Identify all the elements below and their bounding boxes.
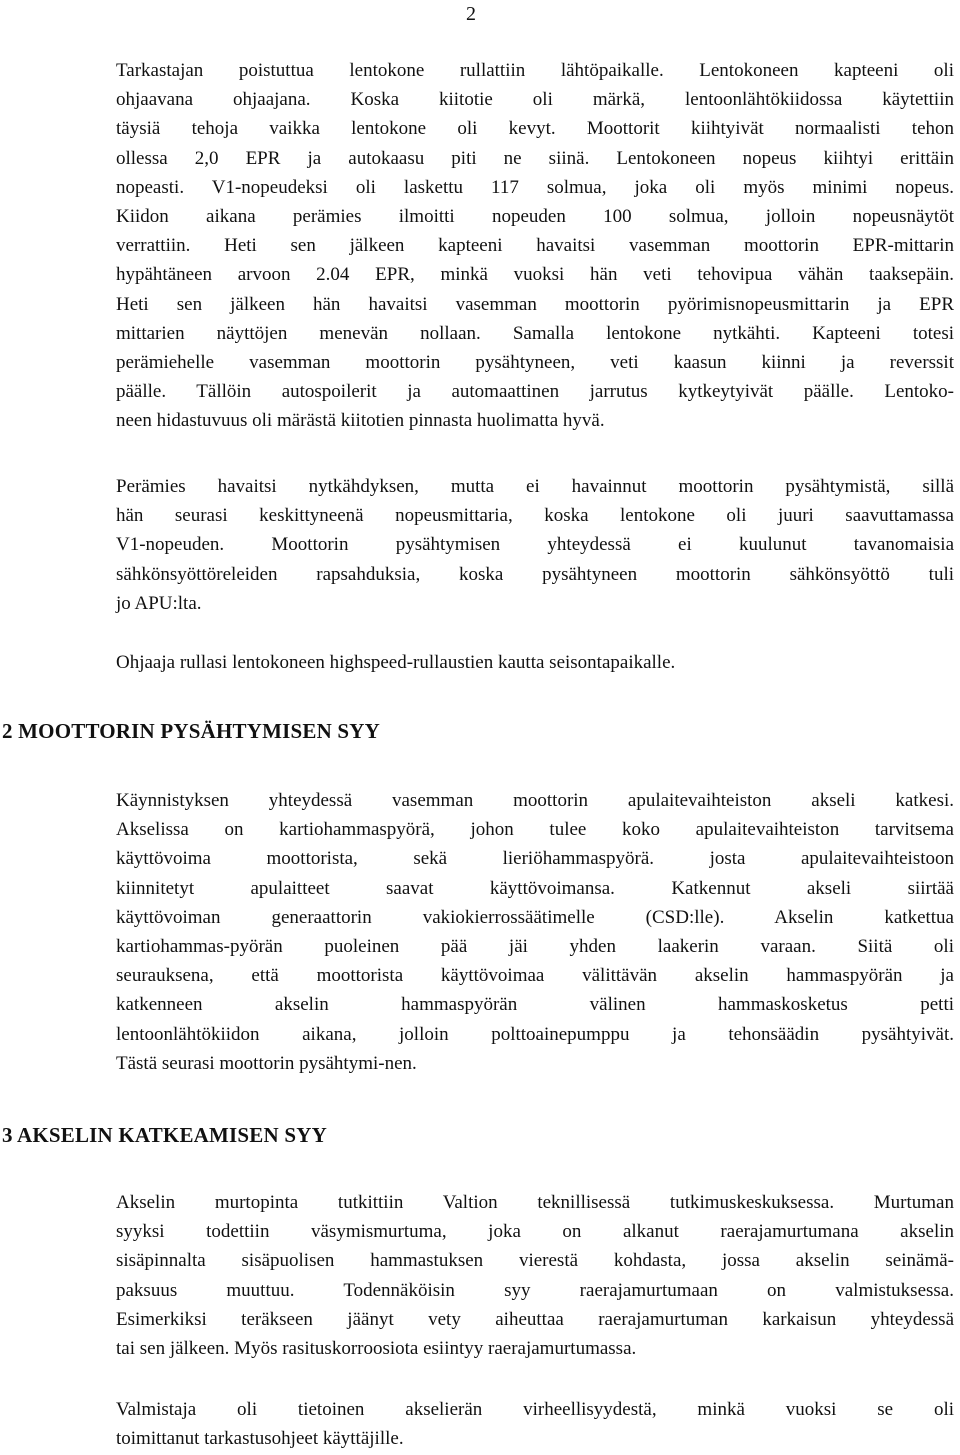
text-line: nopeasti. V1-nopeudeksi oli laskettu 117 solmua, joka oli myös minimi nopeus.: [116, 176, 954, 198]
paragraph-manufacturer: [116, 1395, 954, 1453]
text-line: hypähtäneen arvoon 2.04 EPR, minkä vuoksi hän veti tehovipua vähän taaksepäin.: [116, 264, 954, 286]
paragraph-engine-stop-cause: [116, 786, 954, 1078]
text-line: perämiehelle vasemman moottorin pysähtyneen, veti kaasun kiinni ja reverssit: [116, 352, 954, 374]
text-line: neen hidastuvuus oli märästä kiitotien pinnasta huolimatta hyvä.: [116, 410, 605, 432]
text-line: seurauksena, että moottorista käyttövoimaa välittävän akselin hammaspyörän ja: [116, 965, 954, 987]
text-line: tai sen jälkeen. Myös rasituskorroosiota esiintyy raerajamurtumassa.: [116, 1338, 637, 1360]
text-line: täysiä tehoja vaikka lentokone oli kevyt. Moottorit kiihtyivät normaalisti tehon: [116, 118, 954, 140]
text-line: sähkönsyöttöreleiden rapsahduksia, koska pysähtyneen moottorin sähkönsyöttö tuli: [116, 563, 954, 585]
text-line: kartiohammas-pyörän puoleinen pää jäi yhden laakerin varaan. Siitä oli: [116, 936, 954, 958]
section-heading-shaft-break-cause: 3 AKSELIN KATKEAMISEN SYY: [2, 1123, 327, 1147]
text-line: päälle. Tällöin autospoilerit ja automaattinen jarrutus kytkeytyivät päälle. Lentoko-: [116, 381, 954, 403]
paragraph-takeoff-roll: [116, 56, 954, 436]
text-line: Valmistaja oli tietoinen akselierän virheellisyydestä, minkä vuoksi se oli: [116, 1399, 954, 1420]
text-line: katkenneen akselin hammaspyörän välinen hammaskosketus petti: [116, 994, 954, 1016]
text-line: Tästä seurasi moottorin pysähtymi-nen.: [116, 1052, 417, 1074]
text-line: toimittanut tarkastusohjeet käyttäjille.: [116, 1428, 404, 1450]
section-heading-engine-stop-cause: 2 MOOTTORIN PYSÄHTYMISEN SYY: [2, 719, 381, 743]
text-line: syyksi todettiin väsymismurtuma, joka on alkanut raerajamurtumana akselin: [116, 1221, 954, 1243]
text-line: ollessa 2,0 EPR ja autokaasu piti ne siinä. Lentokoneen nopeus kiihtyi erittäin: [116, 147, 954, 169]
text-line: jo APU:lta.: [116, 592, 202, 614]
paragraph-taxi-in: [116, 648, 954, 677]
text-line: Perämies havaitsi nytkähdyksen, mutta ei havainnut moottorin pysähtymistä, sillä: [116, 476, 954, 497]
text-line: hän seurasi keskittyneenä nopeusmittaria, koska lentokone oli juuri saavuttamassa: [116, 505, 954, 527]
text-line: V1-nopeuden. Moottorin pysähtymisen yhteydessä ei kuulunut tavanomaisia: [116, 534, 954, 556]
text-line: paksuus muuttuu. Todennäköisin syy raerajamurtumaan on valmistuksessa.: [116, 1279, 954, 1301]
text-line: ohjaavana ohjaajana. Koska kiitotie oli märkä, lentoonlähtökiidossa käytettiin: [116, 89, 954, 111]
page-number: 2: [466, 3, 476, 25]
text-line: kiinnitetyt apulaitteet saavat käyttövoimansa. Katkennut akseli siirtää: [116, 877, 954, 899]
text-line: verrattiin. Heti sen jälkeen kapteeni havaitsi vasemman moottorin EPR-mittarin: [116, 235, 954, 257]
text-line: käyttövoiman generaattorin vakiokierrossäätimelle (CSD:lle). Akselin katkettua: [116, 906, 954, 928]
text-line: Kiidon aikana perämies ilmoitti nopeuden 100 solmua, jolloin nopeusnäytöt: [116, 206, 954, 228]
text-line: Tarkastajan poistuttua lentokone rullattiin lähtöpaikalle. Lentokoneen kapteeni oli: [116, 60, 954, 81]
text-line: lentoonlähtökiidon aikana, jolloin polttoainepumppu ja tehonsäädin pysähtyivät.: [116, 1023, 954, 1045]
text-line: Ohjaaja rullasi lentokoneen highspeed-rullaustien kautta seisontapaikalle.: [116, 652, 676, 673]
text-line: Heti sen jälkeen hän havaitsi vasemman moottorin pyörimisnopeusmittarin ja EPR: [116, 293, 954, 315]
text-line: Esimerkiksi teräkseen jäänyt vety aiheuttaa raerajamurtuman karkaisun yhteydessä: [116, 1308, 954, 1330]
text-line: sisäpinnalta sisäpuolisen hammastuksen vierestä kohdasta, jossa akselin seinämä-: [116, 1250, 954, 1272]
paragraph-first-officer: [116, 472, 954, 618]
text-line: Akselissa on kartiohammaspyörä, johon tulee koko apulaitevaihteiston tarvitsema: [116, 819, 954, 841]
text-line: mittarien näyttöjen menevän nollaan. Samalla lentokone nytkähti. Kapteeni totesi: [116, 322, 954, 344]
text-line: käyttövoima moottorista, sekä lieriöhammaspyörä. josta apulaitevaihteistoon: [116, 848, 954, 870]
paragraph-fracture-analysis: [116, 1188, 954, 1363]
text-line: Akselin murtopinta tutkittiin Valtion teknillisessä tutkimuskeskuksessa. Murtuman: [116, 1192, 954, 1213]
text-line: Käynnistyksen yhteydessä vasemman moottorin apulaitevaihteiston akseli katkesi.: [116, 790, 954, 811]
